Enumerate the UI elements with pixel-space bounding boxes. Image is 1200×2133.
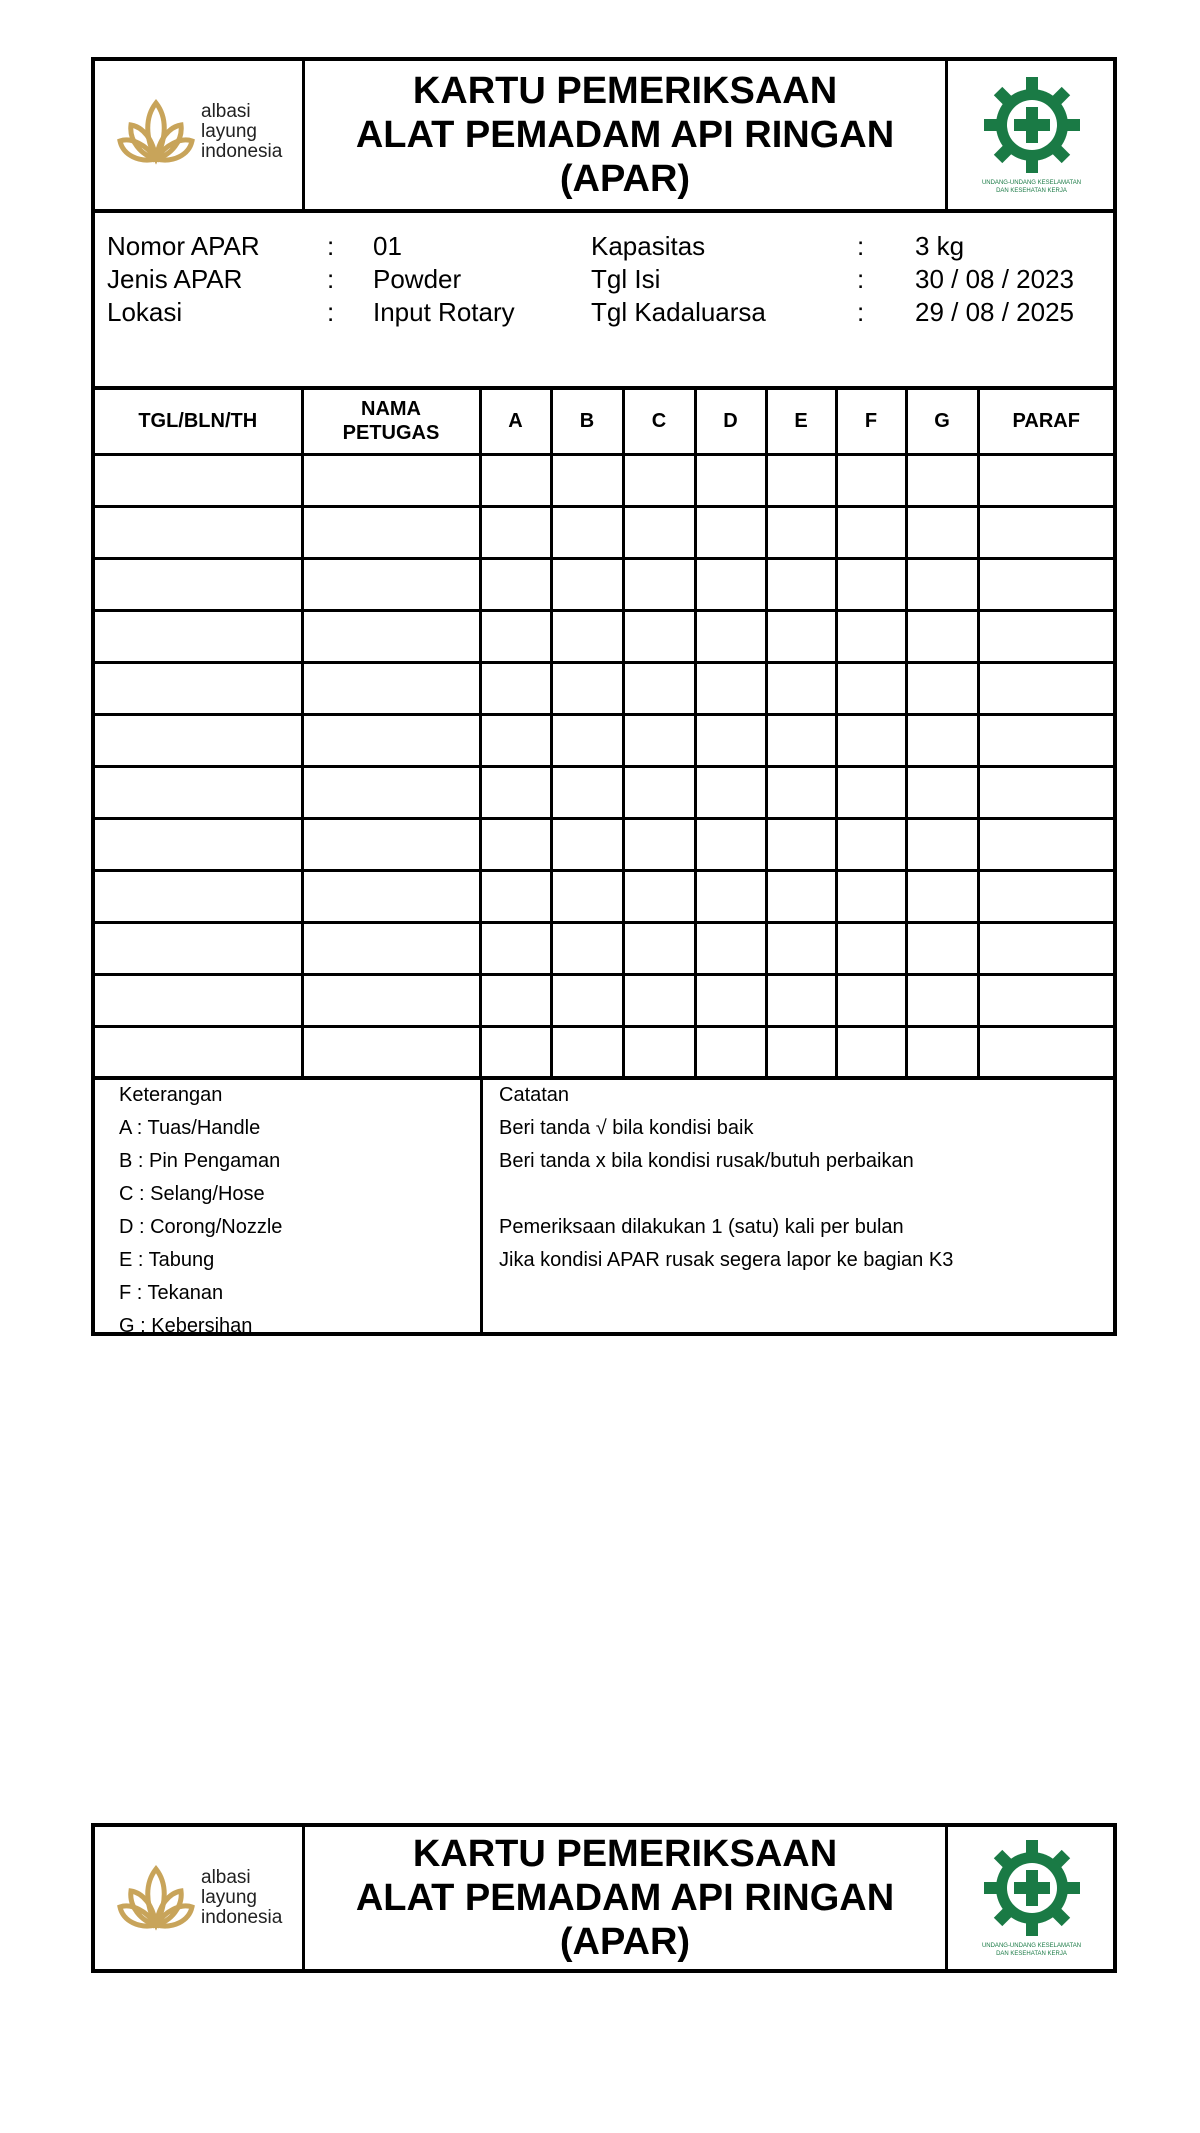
table-cell[interactable] (302, 714, 480, 766)
table-cell[interactable] (906, 1026, 978, 1078)
keterangan-item: G : Kebersihan (119, 1315, 253, 1337)
table-cell[interactable] (623, 506, 695, 558)
info-label: Tgl Isi (591, 264, 661, 294)
info-label: Jenis APAR (107, 264, 243, 294)
table-row (95, 558, 1113, 610)
table-cell[interactable] (551, 766, 623, 818)
table-cell[interactable] (623, 558, 695, 610)
keterangan-item: B : Pin Pengaman (119, 1150, 281, 1172)
emblem-text-line: UNDANG-UNDANG KESELAMATAN (981, 1943, 1082, 1949)
table-cell[interactable] (836, 974, 906, 1026)
table-cell[interactable] (836, 610, 906, 662)
table-body (95, 454, 1113, 1078)
info-value-jenis: Powder (373, 264, 462, 294)
table-cell[interactable] (906, 558, 978, 610)
table-cell[interactable] (551, 610, 623, 662)
info-value-kapasitas: 3 kg (915, 231, 965, 261)
emblem-text-line: DAN KESEHATAN KERJA (996, 188, 1067, 194)
table-cell[interactable] (95, 974, 302, 1026)
table-cell[interactable] (766, 766, 836, 818)
table-cell[interactable] (766, 454, 836, 506)
keterangan-item: D : Corong/Nozzle (119, 1216, 283, 1238)
info-value-tgl-isi: 30 / 08 / 2023 (915, 264, 1075, 294)
table-cell[interactable] (623, 870, 695, 922)
table-cell[interactable] (302, 506, 480, 558)
table-cell[interactable] (766, 662, 836, 714)
table-row (95, 870, 1113, 922)
table-cell[interactable] (302, 818, 480, 870)
table-row (95, 766, 1113, 818)
table-cell[interactable] (978, 1026, 1113, 1078)
catatan-line: Jika kondisi APAR rusak segera lapor ke bagian K3 (499, 1249, 954, 1271)
table-cell[interactable] (978, 922, 1113, 974)
table-cell[interactable] (95, 558, 302, 610)
keterangan-item: A : Tuas/Handle (119, 1117, 261, 1139)
table-cell[interactable] (480, 662, 551, 714)
table-cell[interactable] (695, 506, 766, 558)
table-cell[interactable] (480, 506, 551, 558)
table-header-row (95, 390, 1113, 454)
logo-text-line: albasi (201, 101, 251, 122)
table-cell[interactable] (623, 974, 695, 1026)
table-cell[interactable] (978, 610, 1113, 662)
table-cell[interactable] (480, 974, 551, 1026)
table-cell[interactable] (836, 766, 906, 818)
info-label: Tgl Kadaluarsa (591, 297, 766, 327)
card-title (305, 61, 948, 209)
company-logo (95, 1827, 305, 1969)
legend-section (95, 1076, 1113, 1336)
table-cell[interactable] (480, 870, 551, 922)
emblem-text-line: UNDANG-UNDANG KESELAMATAN (981, 180, 1082, 186)
info-separator: : (857, 264, 865, 294)
info-label: Nomor APAR (107, 231, 260, 261)
table-cell[interactable] (623, 454, 695, 506)
title-line-3: (APAR) (559, 158, 691, 200)
table-cell[interactable] (906, 922, 978, 974)
table-cell[interactable] (978, 870, 1113, 922)
header-f: F (836, 390, 906, 454)
table-cell[interactable] (836, 506, 906, 558)
table-cell[interactable] (95, 662, 302, 714)
table-cell[interactable] (978, 714, 1113, 766)
info-separator: : (857, 231, 865, 261)
header-paraf: PARAF (978, 390, 1113, 454)
table-cell[interactable] (623, 610, 695, 662)
table-cell[interactable] (302, 454, 480, 506)
header-c: C (623, 390, 695, 454)
lotus-logo-icon (117, 97, 195, 167)
table-cell[interactable] (695, 454, 766, 506)
table-cell[interactable] (695, 766, 766, 818)
lotus-logo-icon (117, 1863, 195, 1933)
table-cell[interactable] (95, 714, 302, 766)
table-row (95, 662, 1113, 714)
table-cell[interactable] (302, 870, 480, 922)
info-separator: : (327, 264, 335, 294)
apar-info (95, 213, 1113, 390)
inspection-table (95, 390, 1113, 1080)
table-cell[interactable] (836, 558, 906, 610)
inspection-card (91, 57, 1117, 1336)
table-cell[interactable] (695, 974, 766, 1026)
info-separator: : (327, 231, 335, 261)
table-cell[interactable] (906, 974, 978, 1026)
table-cell[interactable] (551, 922, 623, 974)
table-cell[interactable] (623, 714, 695, 766)
table-cell[interactable] (480, 610, 551, 662)
table-cell[interactable] (695, 558, 766, 610)
table-cell[interactable] (978, 662, 1113, 714)
table-cell[interactable] (906, 766, 978, 818)
table-cell[interactable] (551, 714, 623, 766)
table-cell[interactable] (95, 454, 302, 506)
table-cell[interactable] (836, 818, 906, 870)
table-cell[interactable] (95, 870, 302, 922)
catatan-title: Catatan (499, 1084, 570, 1106)
k3-gear-cross-icon (982, 1838, 1082, 1938)
header-nama-petugas: NAMA PETUGAS (302, 390, 480, 454)
table-cell[interactable] (906, 870, 978, 922)
table-cell[interactable] (302, 974, 480, 1026)
header-e: E (766, 390, 836, 454)
table-cell[interactable] (623, 1026, 695, 1078)
k3-emblem (950, 1827, 1113, 1969)
table-row (95, 922, 1113, 974)
title-line-1: KARTU PEMERIKSAAN (412, 70, 838, 112)
logo-text-line: albasi (201, 1867, 251, 1888)
table-cell[interactable] (480, 558, 551, 610)
table-cell[interactable] (766, 1026, 836, 1078)
table-cell[interactable] (978, 766, 1113, 818)
table-cell[interactable] (695, 818, 766, 870)
title-line-2: ALAT PEMADAM API RINGAN (355, 114, 895, 156)
table-cell[interactable] (695, 662, 766, 714)
table-cell[interactable] (480, 454, 551, 506)
table-cell[interactable] (766, 818, 836, 870)
info-label: Lokasi (107, 297, 183, 327)
table-cell[interactable] (480, 922, 551, 974)
table-cell[interactable] (695, 1026, 766, 1078)
table-cell[interactable] (480, 714, 551, 766)
k3-emblem (950, 61, 1113, 209)
table-cell[interactable] (766, 870, 836, 922)
table-cell[interactable] (906, 506, 978, 558)
info-label: Kapasitas (591, 231, 706, 261)
table-cell[interactable] (95, 1026, 302, 1078)
logo-text-line: layung (201, 121, 257, 142)
table-cell[interactable] (695, 922, 766, 974)
table-cell[interactable] (302, 766, 480, 818)
keterangan-item: C : Selang/Hose (119, 1183, 265, 1205)
table-cell[interactable] (302, 662, 480, 714)
header-b: B (551, 390, 623, 454)
header-g: G (906, 390, 978, 454)
table-cell[interactable] (906, 454, 978, 506)
table-cell[interactable] (551, 974, 623, 1026)
table-cell[interactable] (978, 558, 1113, 610)
table-cell[interactable] (836, 922, 906, 974)
table-cell[interactable] (623, 818, 695, 870)
catatan-line: Pemeriksaan dilakukan 1 (satu) kali per bulan (499, 1216, 904, 1238)
card-title (305, 1827, 948, 1969)
catatan-line: Beri tanda √ bila kondisi baik (499, 1117, 754, 1139)
table-cell[interactable] (695, 714, 766, 766)
header-d: D (695, 390, 766, 454)
table-cell[interactable] (551, 662, 623, 714)
table-cell[interactable] (695, 870, 766, 922)
table-cell[interactable] (836, 714, 906, 766)
catatan-line: Beri tanda x bila kondisi rusak/butuh perbaikan (499, 1150, 914, 1172)
table-cell[interactable] (95, 766, 302, 818)
table-cell[interactable] (836, 1026, 906, 1078)
table-cell[interactable] (95, 610, 302, 662)
table-row (95, 714, 1113, 766)
info-value-tgl-kadaluarsa: 29 / 08 / 2025 (915, 297, 1075, 327)
table-cell[interactable] (95, 818, 302, 870)
keterangan-item: E : Tabung (119, 1249, 215, 1271)
title-line-3: (APAR) (559, 1921, 691, 1963)
keterangan-item: F : Tekanan (119, 1282, 224, 1304)
info-value-nomor: 01 (373, 231, 402, 261)
title-line-1: KARTU PEMERIKSAAN (412, 1833, 838, 1875)
table-row (95, 610, 1113, 662)
table-cell[interactable] (551, 818, 623, 870)
table-cell[interactable] (95, 506, 302, 558)
header-tgl: TGL/BLN/TH (95, 390, 302, 454)
table-cell[interactable] (766, 506, 836, 558)
table-cell[interactable] (766, 558, 836, 610)
table-cell[interactable] (302, 922, 480, 974)
k3-gear-cross-icon (982, 75, 1082, 175)
table-cell[interactable] (480, 1026, 551, 1078)
table-row (95, 506, 1113, 558)
table-cell[interactable] (978, 506, 1113, 558)
info-separator: : (327, 297, 335, 327)
title-line-2: ALAT PEMADAM API RINGAN (355, 1877, 895, 1919)
table-row (95, 974, 1113, 1026)
table-cell[interactable] (551, 1026, 623, 1078)
table-cell[interactable] (480, 766, 551, 818)
table-cell[interactable] (766, 922, 836, 974)
table-cell[interactable] (836, 454, 906, 506)
emblem-text-line: DAN KESEHATAN KERJA (996, 1951, 1067, 1957)
table-cell[interactable] (836, 870, 906, 922)
header-a: A (480, 390, 551, 454)
table-cell[interactable] (906, 714, 978, 766)
table-cell[interactable] (302, 1026, 480, 1078)
table-cell[interactable] (551, 454, 623, 506)
table-cell[interactable] (551, 506, 623, 558)
table-cell[interactable] (302, 610, 480, 662)
table-cell[interactable] (302, 558, 480, 610)
info-value-lokasi: Input Rotary (373, 297, 515, 327)
table-cell[interactable] (695, 610, 766, 662)
table-row (95, 454, 1113, 506)
company-logo (95, 61, 305, 209)
card-header (95, 61, 1113, 213)
table-row (95, 818, 1113, 870)
logo-text-line: indonesia (201, 141, 283, 162)
table-cell[interactable] (766, 974, 836, 1026)
table-cell[interactable] (623, 662, 695, 714)
table-cell[interactable] (95, 922, 302, 974)
keterangan-title: Keterangan (119, 1084, 223, 1106)
logo-text-line: indonesia (201, 1907, 283, 1928)
table-cell[interactable] (480, 818, 551, 870)
table-cell[interactable] (978, 454, 1113, 506)
table-cell[interactable] (551, 870, 623, 922)
inspection-card-header-copy (91, 1823, 1117, 1973)
table-cell[interactable] (766, 610, 836, 662)
logo-text-line: layung (201, 1887, 257, 1908)
table-cell[interactable] (836, 662, 906, 714)
table-cell[interactable] (766, 714, 836, 766)
table-cell[interactable] (978, 818, 1113, 870)
table-cell[interactable] (906, 662, 978, 714)
table-cell[interactable] (623, 922, 695, 974)
table-cell[interactable] (551, 558, 623, 610)
catatan-box (483, 1080, 1113, 1336)
table-cell[interactable] (906, 818, 978, 870)
info-separator: : (857, 297, 865, 327)
table-cell[interactable] (906, 610, 978, 662)
table-row (95, 1026, 1113, 1078)
card-header (95, 1827, 1113, 1969)
keterangan-box (95, 1080, 483, 1336)
table-cell[interactable] (623, 766, 695, 818)
table-cell[interactable] (978, 974, 1113, 1026)
